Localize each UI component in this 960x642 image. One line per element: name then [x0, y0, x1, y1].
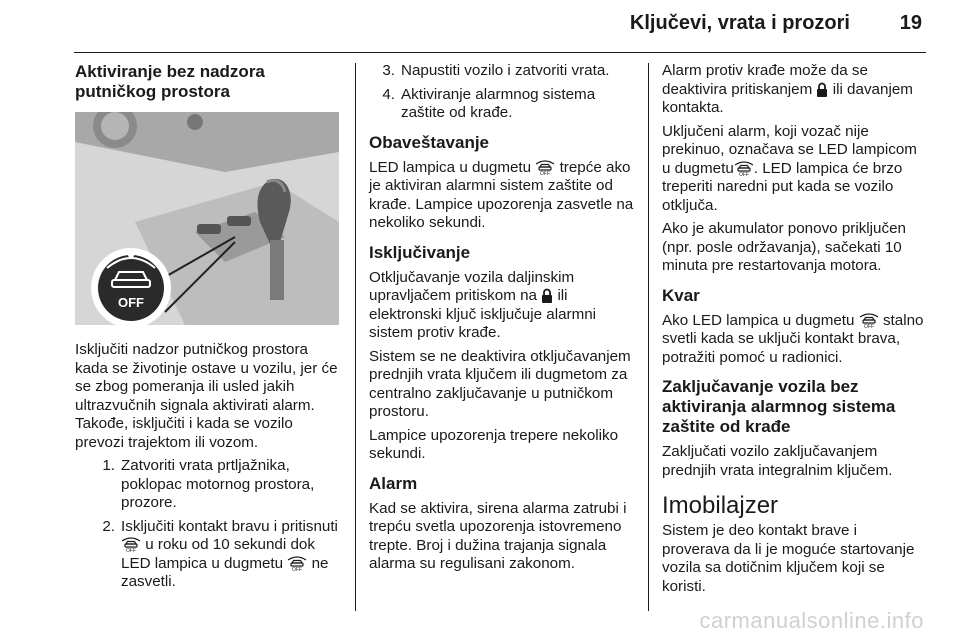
gear-console-photo: [75, 112, 339, 325]
paragraph-triggered-alarm: [662, 123, 928, 216]
car-alarm-off-icon: [287, 555, 307, 571]
paragraph-deactivate-intro: Isključiti nadzor putničkog prostora kada se životinje ostave u vozilu, jer će se zbog pomeranja ili usled jakih ultrazvučnih signala aktivirati alarm. Takođe, isključiti i kada se vozilo prevozi trajektom ili vozom.: [75, 341, 338, 451]
deactivation-text-b: ili elektronski ključ isključuje alarmni sistem protiv krađe.: [369, 287, 597, 341]
car-alarm-off-icon: [535, 159, 555, 175]
triggered-alarm-text-b: . LED lampica će brzo treperiti naredni put kada se vozilo otključa.: [662, 159, 903, 214]
padlock-icon: [816, 82, 828, 97]
step-text: Napustiti vozilo i zatvoriti vrata.: [401, 62, 610, 79]
step-2: [75, 518, 343, 592]
svg-text:OFF: OFF: [292, 566, 303, 571]
column-1: [75, 62, 343, 597]
page-header: [0, 0, 960, 52]
car-alarm-off-icon: [859, 312, 879, 328]
step-text-b: u roku od 10 sekundi dok LED lampica u dugmetu: [121, 536, 315, 572]
padlock-icon: [541, 288, 553, 303]
fault-text-a: Ako LED lampica u dugmetu: [662, 311, 855, 329]
page-number: 19: [899, 12, 922, 34]
step-text: Zatvoriti vrata prtljažnika, poklopac motornog prostora, prozore.: [121, 457, 315, 511]
step-1: [75, 457, 343, 513]
paragraph-alarm: Kad se aktivira, sirena alarma zatrubi i trepću svetla upozorenja istovremeno trepte. Broj i dužina trajanja signala alarma su regulisani zakonom.: [369, 499, 627, 572]
paragraph-immobiliser: Sistem je deo kontakt brave i proverava da li je moguće startovanje vozila sa dotičnim ključem koji se koristi.: [662, 522, 915, 595]
paragraph-deactivate-alarm: [662, 62, 928, 118]
heading-fault: Kvar: [662, 285, 700, 305]
heading-deactivation-monitoring: Aktiviranje bez nadzora putničkog prostora: [75, 62, 265, 101]
step-number: 4.: [382, 85, 395, 103]
deactivation-text-a: Otključavanje vozila daljinskim upravljačem pritiskom na: [369, 268, 575, 304]
step-3: [369, 62, 635, 81]
triggered-alarm-text-a: Uključeni alarm, koji vozač nije prekinuo, označava se LED lampicom u dugmetu: [662, 122, 917, 177]
step-text-c: ne zasvetli.: [121, 554, 329, 590]
step-number: 2.: [102, 517, 115, 535]
heading-immobiliser: Imobilajzer: [662, 492, 779, 519]
step-number: 1.: [102, 457, 115, 474]
header-rule: [74, 52, 926, 53]
off-label: OFF: [118, 295, 144, 310]
step-4: [369, 86, 635, 123]
paragraph-deactivation: [369, 269, 635, 343]
watermark: carmanualsonline.info: [699, 608, 924, 633]
deactivate-alarm-text-a: Alarm protiv krađe može da se deaktivira pritiskanjem: [662, 62, 868, 98]
step-text: Aktiviranje alarmnog sistema zaštite od krađe.: [401, 85, 596, 121]
step-number: 3.: [382, 62, 395, 79]
column-2: [369, 62, 635, 579]
heading-lock-without-alarm: Zaključavanje vozila bez aktiviranja alarmnog sistema zaštite od krađe: [662, 377, 896, 436]
svg-text:OFF: OFF: [540, 170, 551, 175]
heading-notification: Obaveštavanje: [369, 132, 490, 152]
deactivate-alarm-text-b: ili davanjem kontakta.: [662, 80, 913, 116]
step-text-a: Isključiti kontakt bravu i pritisnuti: [121, 517, 338, 535]
notification-text-b: trepće ako je aktiviran alarmni sistem zaštite od krađe. Lampice upozorenja zasvetle na nekoliko sekundi.: [369, 158, 634, 231]
paragraph-fault: [662, 312, 928, 368]
svg-text:OFF: OFF: [126, 548, 136, 552]
fault-text-b: stalno svetli kada se uključi kontakt brava, potražiti pomoć u radionici.: [662, 311, 924, 366]
paragraph-warning-lamps: Lampice upozorenja trepere nekoliko sekundi.: [369, 426, 619, 462]
heading-deactivation: Isključivanje: [369, 242, 471, 262]
paragraph-no-deactivation: Sistem se ne deaktivira otključavanjem prednjih vrata ključem ili dugmetom za centralno zaključavanje u putničkom prostoru.: [369, 347, 631, 420]
car-alarm-off-icon: [121, 536, 141, 552]
svg-text:OFF: OFF: [738, 171, 749, 176]
step-text: [121, 518, 343, 592]
section-title: Ključevi, vrata i prozori: [629, 12, 850, 34]
heading-alarm: Alarm: [369, 473, 418, 493]
column-divider-1: [355, 63, 356, 611]
svg-text:OFF: OFF: [863, 323, 874, 328]
console-illustration: [75, 112, 339, 325]
paragraph-battery: Ako je akumulator ponovo priključen (npr. posle održavanja), sačekati 10 minuta pre restartovanja motora.: [662, 220, 906, 274]
notification-text-a: LED lampica u dugmetu: [369, 158, 532, 176]
column-divider-2: [648, 63, 649, 611]
paragraph-lock-without-alarm: Zaključati vozilo zaključavanjem prednjih vrata integralnim ključem.: [662, 443, 893, 479]
car-alarm-off-icon: [734, 160, 754, 176]
paragraph-notification: [369, 159, 635, 233]
column-3: [662, 62, 928, 601]
